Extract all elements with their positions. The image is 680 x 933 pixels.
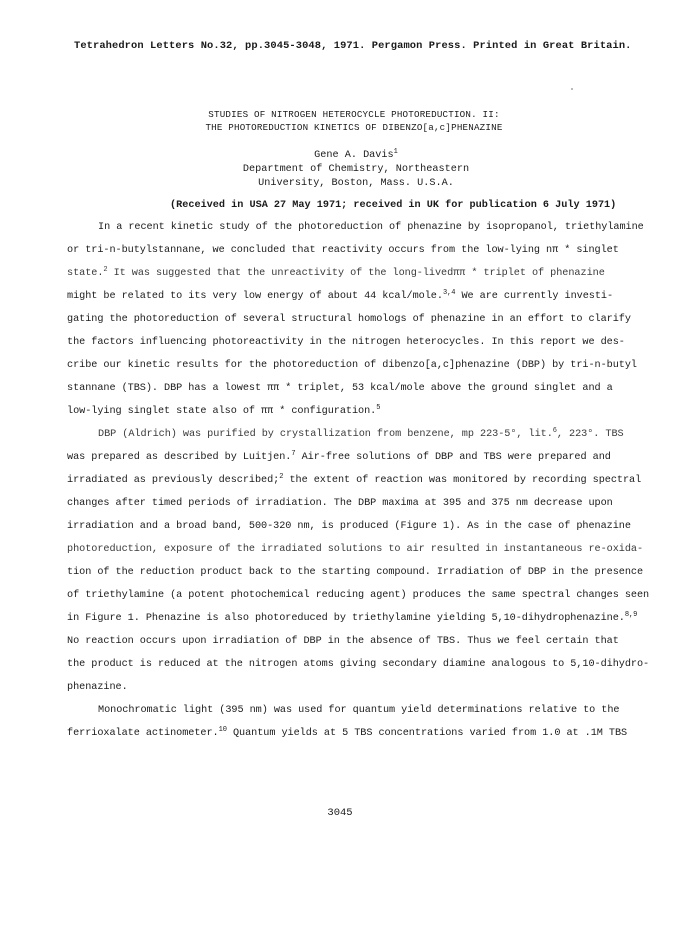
- line-text: In a recent kinetic study of the photoreduction of phenazine by isopropanol, triethylamine: [98, 222, 644, 233]
- line-text: It was suggested that the unreactivity of the long-livedππ * triplet of phenazine: [107, 268, 605, 279]
- author-university: University, Boston, Mass. U.S.A.: [258, 178, 454, 189]
- page-number: 3045: [327, 807, 353, 819]
- received-date: (Received in USA 27 May 1971; received in UK for publication 6 July 1971): [170, 200, 617, 211]
- body-line: [67, 613, 637, 624]
- line-text: tion of the reduction product back to the starting compound. Irradiation of DBP in the presence: [67, 567, 644, 578]
- line-text: the factors influencing photoreactivity in the nitrogen heterocycles. In this report we des-: [67, 337, 625, 348]
- body-line: [67, 636, 619, 647]
- body-line: [67, 291, 613, 302]
- body-line: [67, 590, 649, 601]
- citation-superscript: 2: [279, 473, 284, 481]
- line-text: ferrioxalate actinometer.: [67, 728, 219, 739]
- citation-superscript: 6: [552, 427, 557, 435]
- line-text: Quantum yields at 5 TBS concentrations varied from 1.0 at .1M TBS: [226, 728, 628, 739]
- line-text: in Figure 1. Phenazine is also photoreduced by triethylamine yielding 5,10-dihydrophenazine.: [67, 613, 625, 624]
- body-line: [67, 360, 637, 371]
- body-line: [67, 337, 625, 348]
- line-text: DBP (Aldrich) was purified by crystallization from benzene, mp 223-5°, lit.: [98, 429, 553, 440]
- line-text: We are currently investi-: [455, 291, 614, 302]
- author-department: Department of Chemistry, Northeastern: [242, 164, 470, 175]
- line-text: gating the photoreduction of several structural homologs of phenazine in an effort to clarify: [67, 314, 631, 325]
- body-line: [67, 314, 631, 325]
- line-text: was prepared as described by Luitjen.: [67, 452, 292, 463]
- body-line: [67, 245, 619, 256]
- author-name-text: Gene A. Davis: [314, 150, 394, 161]
- body-line: [67, 498, 613, 509]
- line-text: Monochromatic light (395 nm) was used for quantum yield determinations relative to the: [98, 705, 620, 716]
- body-line: [67, 521, 631, 532]
- line-text: low-lying singlet state also of ππ * configuration.: [67, 406, 377, 417]
- body-line: [67, 544, 643, 555]
- body-line: [98, 429, 624, 440]
- line-text: irradiation and a broad band, 500-320 nm, is produced (Figure 1). As in the case of phenazine: [67, 521, 631, 532]
- line-text: No reaction occurs upon irradiation of DBP in the absence of TBS. Thus we feel certain that: [67, 636, 619, 647]
- citation-superscript: 7: [291, 450, 296, 458]
- citation-superscript: 10: [218, 726, 227, 734]
- body-line: [67, 475, 641, 486]
- line-text: phenazine.: [67, 682, 128, 693]
- body-line: [67, 452, 611, 463]
- line-text: of triethylamine (a potent photochemical reducing agent) produces the same spectral changes seen: [67, 590, 650, 601]
- author-footnote-mark: 1: [393, 148, 398, 156]
- citation-superscript: 8,9: [624, 611, 638, 619]
- scan-speck: [571, 88, 573, 90]
- citation-superscript: 5: [376, 404, 381, 412]
- line-text: the extent of reaction was monitored by recording spectral: [283, 475, 642, 486]
- journal-header: Tetrahedron Letters No.32, pp.3045-3048, 1971. Pergamon Press. Printed in Great Britain.: [74, 40, 632, 52]
- body-line: [67, 682, 128, 693]
- line-text: or tri-n-butylstannane, we concluded that reactivity occurs from the low-lying nπ * singlet: [67, 245, 619, 256]
- body-line: [98, 222, 644, 233]
- line-text: irradiated as previously described;: [67, 475, 280, 486]
- body-line: [67, 406, 380, 417]
- line-text: might be related to its very low energy of about 44 kcal/mole.: [67, 291, 443, 302]
- body-line: [67, 659, 649, 670]
- line-text: Air-free solutions of DBP and TBS were prepared and: [295, 452, 611, 463]
- body-line: [67, 268, 605, 279]
- line-text: the product is reduced at the nitrogen atoms giving secondary diamine analogous to 5,10-dihydro-: [67, 659, 650, 670]
- body-line: [67, 567, 643, 578]
- line-text: cribe our kinetic results for the photoreduction of dibenzo[a,c]phenazine (DBP) by tri-n-butyl: [67, 360, 637, 371]
- line-text: photoreduction, exposure of the irradiated solutions to air resulted in instantaneous re-oxida-: [67, 544, 644, 555]
- line-text: changes after timed periods of irradiation. The DBP maxima at 395 and 375 nm decrease upon: [67, 498, 613, 509]
- body-line: [67, 728, 627, 739]
- citation-superscript: 2: [103, 266, 108, 274]
- citation-superscript: 3,4: [442, 289, 456, 297]
- body-line: [67, 383, 613, 394]
- line-text: state.: [67, 268, 104, 279]
- line-text: stannane (TBS). DBP has a lowest ππ * triplet, 53 kcal/mole above the ground singlet and a: [67, 383, 613, 394]
- body-line: [98, 705, 619, 716]
- author-name: [16, 150, 680, 161]
- line-text: , 223°. TBS: [556, 429, 624, 440]
- article-title-line-1: STUDIES OF NITROGEN HETEROCYCLE PHOTOREDUCTION. II:: [208, 109, 500, 120]
- article-title-line-2: THE PHOTOREDUCTION KINETICS OF DIBENZO[a,c]PHENAZINE: [205, 122, 503, 133]
